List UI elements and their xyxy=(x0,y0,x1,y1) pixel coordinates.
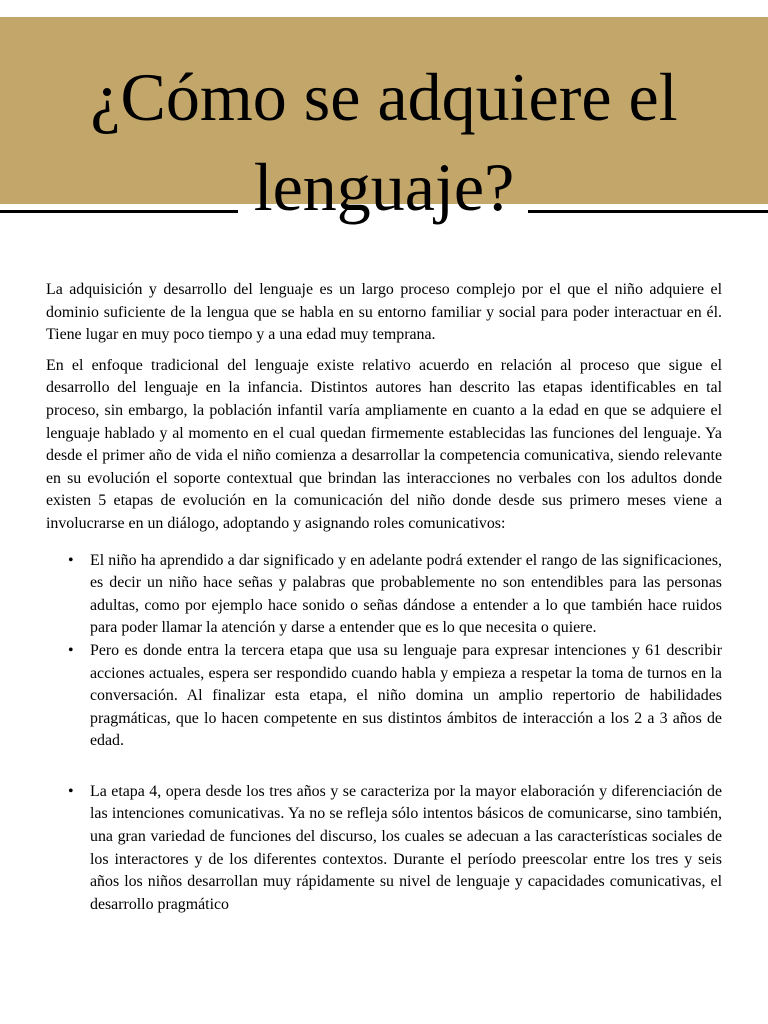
list-item-text: El niño ha aprendido a dar significado y en adelante podrá extender el rango de las significaciones, es decir un niño hace señas y palabras que probablemente no son entendibles para las personas adultas, como por ejemplo hace sonido o señas dándose a entender a lo que también hace ruidos para poder llamar la atención y darse a entender que es lo que necesita o quiere. xyxy=(90,551,722,637)
list-item-text: Pero es donde entra la tercera etapa que usa su lenguaje para expresar intenciones y 61 describir acciones actuales, espera ser respondido cuando habla y empieza a respetar la toma de turnos en la conversación. Al finalizar esta etapa, el niño domina un amplio repertorio de habilidades pragmáticas, que lo hacen competente en sus distintos ámbitos de interacción a los 2 a 3 años de edad. xyxy=(90,641,722,750)
stages-list-continued xyxy=(46,781,722,917)
title-line-1: ¿Cómo se adquiere el xyxy=(90,59,678,135)
list-item xyxy=(46,781,722,917)
list-item xyxy=(46,550,722,640)
bullet-icon: • xyxy=(68,641,74,659)
bullet-icon: • xyxy=(68,551,74,569)
body-text xyxy=(46,279,722,916)
paragraph-intro: La adquisición y desarrollo del lenguaje es un largo proceso complejo por el que el niño adquiere el dominio suficiente de la lengua que se habla en su entorno familiar y social para poder interactuar en él. Tiene lugar en muy poco tiempo y a una edad muy temprana. xyxy=(46,281,722,344)
list-item-text: La etapa 4, opera desde los tres años y se caracteriza por la mayor elaboración y diferenciación de las intenciones comunicativas. Ya no se refleja sólo intentos básicos de comunicarse, sino también, una gran variedad de funciones del discurso, los cuales se adecuan a las características sociales de los interactores y de los diferentes contextos. Durante el período preescolar entre los tres y seis años los niños desarrollan muy rápidamente su nivel de lenguaje y capacidades comunicativas, el desarrollo pragmático xyxy=(90,782,722,913)
list-item xyxy=(46,640,722,753)
stages-list xyxy=(46,550,722,753)
bullet-icon: • xyxy=(68,782,74,800)
paragraph-traditional-approach: En el enfoque tradicional del lenguaje existe relativo acuerdo en relación al proceso que sigue el desarrollo del lenguaje en la infancia. Distintos autores han descrito las etapas identificables en tal proceso, sin embargo, la población infantil varía ampliamente en cuanto a la edad en que se adquiere el lenguaje hablado y al momento en el cual quedan firmemente establecidas las funciones del lenguaje. Ya desde el primer año de vida el niño comienza a desarrollar la competencia comunicativa, siendo relevante en su evolución el soporte contextual que brindan las interacciones no verbales con los adultos donde existen 5 etapas de evolución en la comunicación del niño donde desde sus primero meses viene a involucrarse en un diálogo, adoptando y asignando roles comunicativos: xyxy=(46,356,722,532)
page-title xyxy=(0,52,768,232)
title-line-2: lenguaje? xyxy=(253,149,515,225)
